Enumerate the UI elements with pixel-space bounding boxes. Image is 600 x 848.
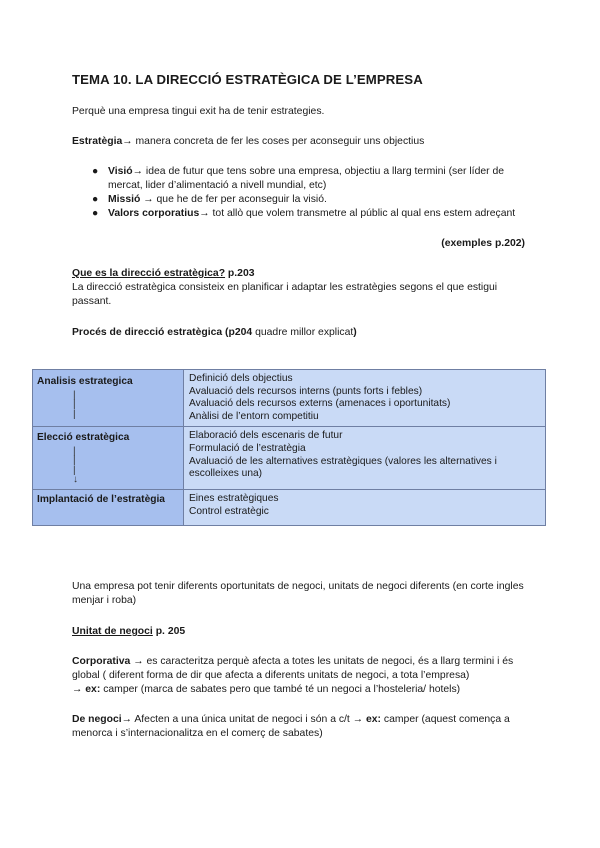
bullet-text: tot allò que volem transmetre al públic al qual ens estem adreçant: [209, 208, 516, 219]
list-item: Definició dels objectius: [189, 373, 293, 384]
activities-cell: [184, 370, 546, 427]
list-item: [72, 207, 530, 221]
unitat-heading: [72, 625, 530, 639]
direccio-paragraph: La direcció estratègica consisteix en planificar i adaptar les estratègies segons el que estigui passant.: [72, 282, 498, 307]
table-row: [33, 370, 546, 427]
arrow: →: [352, 714, 366, 725]
table-row: [33, 427, 546, 490]
flow-stem: | | | ↓: [37, 445, 179, 485]
list-item: Elaboració dels escenaris de futur: [189, 430, 343, 442]
list-item: Avaluació de les alternatives estratègiques (valores les alternatives i escolleixes una): [189, 455, 497, 480]
bullet-list: [72, 165, 530, 221]
oportunitats-paragraph: Una empresa pot tenir diferents oportunitats de negoci, unitats de negoci diferents (en corte ingles menjar i roba): [72, 581, 524, 606]
process-table: [32, 369, 546, 526]
section-heading: Que es la direcció estratègica?: [72, 268, 226, 279]
proces-close: ): [353, 327, 357, 338]
list-item: Eines estratègiques: [189, 492, 279, 504]
corporativa-paragraph: [72, 655, 530, 697]
list-item: Avaluació dels recursos interns (punts forts i febles): [189, 385, 423, 397]
example-text: camper (marca de sabates pero que també té un negoci a l’hosteleria/ hotels): [100, 684, 461, 695]
stage-cell: [33, 370, 184, 427]
arrow: →: [140, 194, 154, 205]
activities-cell: [184, 489, 546, 525]
bullet-icon: ●: [92, 208, 99, 219]
example-label: ex:: [85, 684, 101, 695]
table-row: [33, 489, 546, 525]
flow-stem: | | |: [73, 389, 76, 420]
stage-cell: [33, 489, 184, 525]
arrow: →: [199, 208, 210, 219]
example-text: camper (aquest comença a menorca i s’internacionalitza en el comerç de sabates): [72, 714, 510, 739]
denegoci-term: De negoci: [72, 714, 122, 725]
proces-note: quadre millor explicat: [252, 327, 354, 338]
list-item: Formulació de l’estratègia: [189, 442, 306, 454]
proces-bold: Procés de direcció estratègica (p204: [72, 327, 253, 338]
bullet-term: Visió: [108, 166, 133, 177]
estrategia-term: Estratègia: [72, 136, 123, 147]
bullet-icon: ●: [92, 194, 99, 205]
arrow: →: [132, 166, 144, 177]
page-reference: p.203: [225, 268, 255, 279]
arrow: →: [72, 684, 86, 695]
proces-heading: [72, 326, 530, 340]
examples-reference: (exemples p.202): [441, 238, 525, 249]
bullet-text: que he de fer per aconseguir la visió.: [153, 194, 327, 205]
corporativa-text: → es caracteritza perquè afecta a totes les unitats de negoci, és a llarg termini i és global ( diferent forma de dir que afecta a diferents unitats de negoci, a tota l’empresa): [72, 656, 514, 681]
denegoci-text: → Afecten a una única unitat de negoci i són a c/t: [121, 714, 350, 725]
estrategia-definition: [72, 135, 530, 149]
list-item: Anàlisi de l’entorn competitiu: [189, 410, 319, 422]
stage-cell: [33, 427, 184, 490]
down-arrow-icon: ↓: [73, 474, 78, 486]
page-title: TEMA 10. LA DIRECCIÓ ESTRATÈGICA DE L’EMPRESA: [72, 72, 423, 87]
section-heading: Unitat de negoci: [72, 626, 153, 637]
estrategia-text: manera concreta de fer les coses per aconseguir uns objectius: [132, 136, 425, 147]
page-reference: p. 205: [152, 626, 186, 637]
activities-cell: [184, 427, 546, 490]
bullet-text: idea de futur que tens sobre una empresa, objectiu a llarg termini (ser líder de mercat, lider d’alimentació a nivell mundial, etc): [108, 166, 505, 191]
denegoci-paragraph: [72, 713, 530, 741]
list-item: [72, 193, 530, 207]
stage-label: Implantació de l’estratègia: [37, 493, 165, 505]
bullet-term: Valors corporatius: [108, 208, 200, 219]
corporativa-term: Corporativa: [72, 656, 131, 667]
bullet-icon: ●: [92, 166, 99, 177]
list-item: [72, 165, 530, 193]
list-item: Control estratègic: [189, 505, 269, 517]
intro-paragraph: Perquè una empresa tingui exit ha de tenir estrategies.: [72, 106, 325, 117]
arrow: →: [122, 136, 133, 147]
stage-label: Analisis estrategica: [37, 376, 133, 387]
example-label: ex:: [366, 714, 382, 725]
stage-label: Elecció estratègica: [37, 432, 130, 444]
direccio-heading: [72, 267, 530, 281]
bullet-term: Missió: [108, 194, 141, 205]
list-item: Avaluació dels recursos externs (amenaces i oportunitats): [189, 398, 451, 410]
